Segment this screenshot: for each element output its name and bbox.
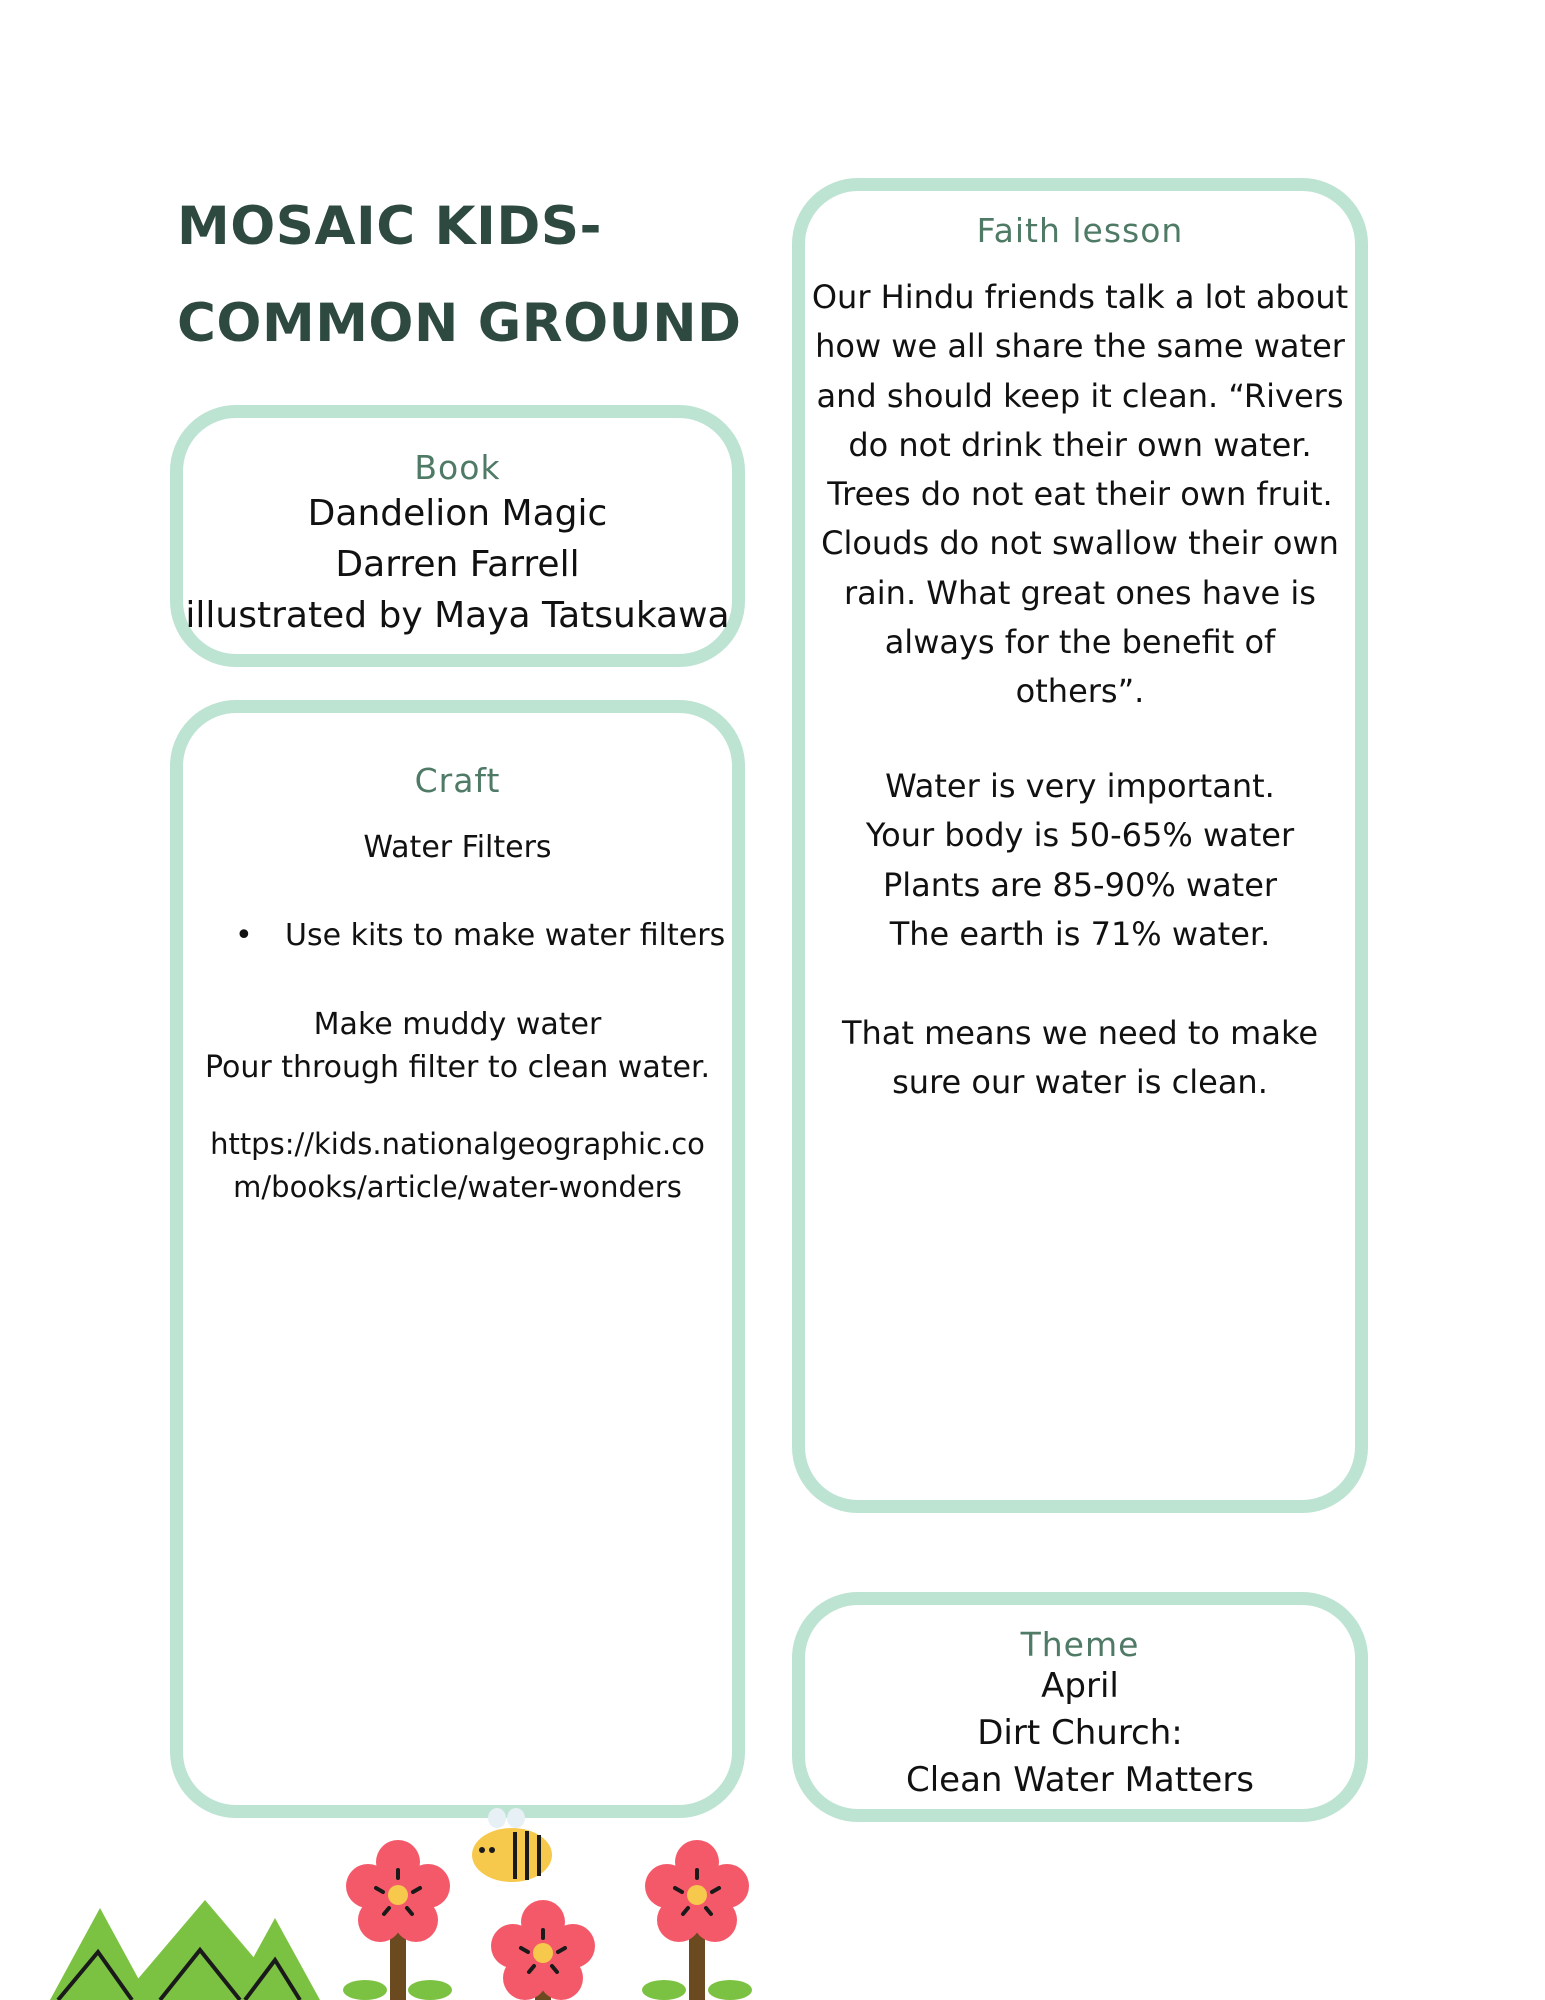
faith-lesson-card [792, 178, 1368, 1513]
craft-bullet-text: Use kits to make water filters [285, 918, 726, 953]
book-title: Dandelion Magic [307, 493, 608, 534]
theme-label: Theme [1020, 1625, 1140, 1664]
theme-subtitle: Dirt Church: [977, 1713, 1183, 1753]
bee-icon [472, 1808, 552, 1882]
flower-icon [343, 1840, 452, 2000]
garden-illustration [0, 1800, 800, 2000]
book-card [170, 405, 745, 667]
flower-icon [491, 1900, 595, 2000]
craft-step-1: Make muddy water [313, 1007, 602, 1042]
theme-month: April [1041, 1666, 1119, 1706]
faith-label: Faith lesson [976, 211, 1184, 250]
faith-line: do not drink their own water. [848, 425, 1312, 464]
faith-line: always for the benefit of [884, 623, 1276, 662]
page-title [177, 178, 777, 372]
theme-title: Clean Water Matters [905, 1760, 1255, 1800]
faith-line: Trees do not eat their own fruit. [827, 475, 1333, 514]
book-illustrator: illustrated by Maya Tatsukawa [185, 595, 730, 636]
craft-card [170, 700, 745, 1818]
craft-step-2: Pour through filter to clean water. [204, 1050, 711, 1085]
book-author: Darren Farrell [335, 544, 580, 585]
faith-line: how we all share the same water [815, 327, 1345, 366]
craft-title-text: Water Filters [363, 830, 552, 865]
faith-paragraph-2 [805, 762, 1355, 959]
craft-label: Craft [414, 761, 501, 800]
faith-line: That means we need to make [841, 1014, 1319, 1052]
theme-card [792, 1592, 1368, 1822]
craft-link[interactable] [183, 1123, 732, 1209]
faith-paragraph-1 [805, 273, 1355, 717]
faith-line: sure our water is clean. [892, 1063, 1268, 1102]
craft-title [183, 828, 732, 868]
faith-line: others”. [1015, 672, 1145, 711]
title-line-2: COMMON GROUND [177, 293, 742, 354]
bullet-icon: • [235, 918, 253, 953]
craft-bullet-item [235, 916, 725, 956]
faith-line: The earth is 71% water. [889, 914, 1271, 953]
faith-paragraph-3 [805, 1009, 1355, 1108]
book-label: Book [414, 448, 501, 487]
craft-link-line-2[interactable]: m/books/article/water-wonders [233, 1170, 682, 1204]
theme-details [805, 1663, 1355, 1804]
faith-line: Your body is 50-65% water [865, 816, 1295, 855]
craft-steps [183, 1003, 732, 1089]
faith-line: Plants are 85-90% water [882, 865, 1278, 904]
book-details [183, 488, 732, 641]
faith-line: and should keep it clean. “Rivers [816, 376, 1344, 415]
craft-link-line-1[interactable]: https://kids.nationalgeographic.co [210, 1127, 705, 1161]
flower-icon [642, 1840, 752, 2000]
faith-line: Clouds do not swallow their own [821, 524, 1339, 563]
title-line-1: MOSAIC KIDS- [177, 196, 603, 257]
faith-line: rain. What great ones have is [844, 573, 1316, 612]
grass-hills-icon [50, 1900, 320, 2000]
faith-line: Water is very important. [885, 767, 1275, 805]
faith-line: Our Hindu friends talk a lot about [811, 278, 1349, 316]
